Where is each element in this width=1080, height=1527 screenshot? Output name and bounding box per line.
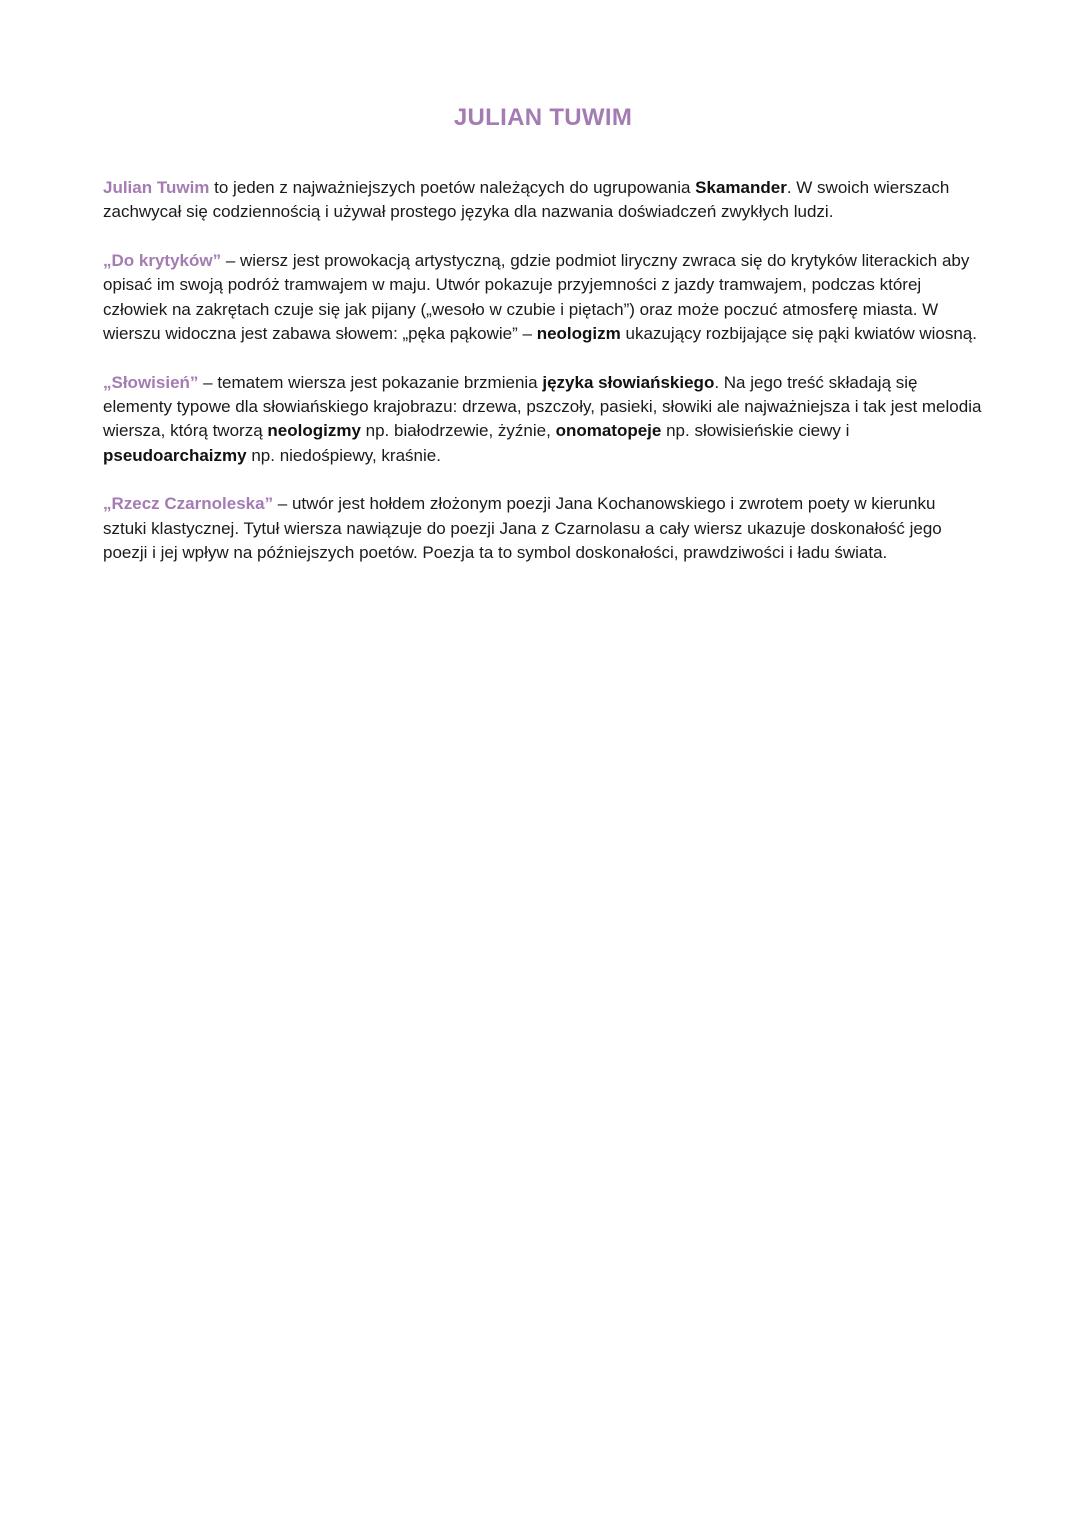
paragraph-text: np. niedośpiewy, kraśnie. <box>246 445 441 465</box>
paragraph-text: – utwór jest hołdem złożonym poezji Jana Kochanowskiego i zwrotem poety w kierunku sztuki klastycznej. Tytuł wiersza nawiązuje do poezji Jana z Czarnolasu a cały wiersz ukazuje doskonałość jego poezji i jej wpływ na późniejszych poetów. Poezja ta to symbol doskonałości, prawdziwości i ładu świata. <box>103 494 942 563</box>
paragraph-text: . W swoich wierszach zachwycał się codziennością i używał prostego języka dla nazwania doświadczeń zwykłych ludzi. <box>103 178 950 222</box>
bold-term: neologizmy <box>267 421 361 441</box>
paragraph-text: – wiersz jest prowokacją artystyczną, gdzie podmiot liryczny zwraca się do krytyków literackich aby opisać im swoją podróż tramwajem w maju. Utwór pokazuje przyjemności z jazdy tramwajem, podczas której człowiek na zakrętach czuje się jak pijany („wesoło w czubie i piętach”) oraz może poczuć atmosferę miasta. W wierszu widoczna jest zabawa słowem: „pęka pąkowie” – <box>103 251 970 343</box>
paragraph-text: . Na jego treść składają się elementy typowe dla słowiańskiego krajobrazu: drzewa, pszczoły, pasieki, słowiki ale najważniejsza i tak jest melodia wiersza, którą tworzą <box>103 372 982 441</box>
highlighted-term: „Do krytyków” <box>103 251 222 271</box>
highlighted-term: „Rzecz Czarnoleska” <box>103 494 274 514</box>
paragraph-text: ukazujący rozbijające się pąki kwiatów wiosną. <box>620 323 977 343</box>
document-body <box>103 176 983 565</box>
bold-term: Skamander <box>695 178 787 197</box>
paragraph-text: to jeden z najważniejszych poetów należących do ugrupowania <box>209 178 696 197</box>
paragraph-text: np. białodrzewie, żyźnie, <box>360 421 556 441</box>
bold-term: pseudoarchaizmy <box>103 445 247 465</box>
paragraph <box>103 371 983 468</box>
paragraph-text: np. słowisieńskie ciewy i <box>661 421 850 441</box>
bold-term: języka słowiańskiego <box>542 372 715 392</box>
bold-term: neologizm <box>536 323 621 343</box>
paragraph <box>103 249 983 346</box>
highlighted-term: Julian Tuwim <box>103 178 210 197</box>
highlighted-term: „Słowisień” <box>103 372 199 392</box>
paragraph <box>103 176 983 225</box>
paragraph <box>103 492 983 565</box>
bold-term: onomatopeje <box>555 421 662 441</box>
document-title: JULIAN TUWIM <box>453 104 633 131</box>
document-page <box>103 104 983 590</box>
paragraph-text: – tematem wiersza jest pokazanie brzmienia <box>198 372 543 392</box>
